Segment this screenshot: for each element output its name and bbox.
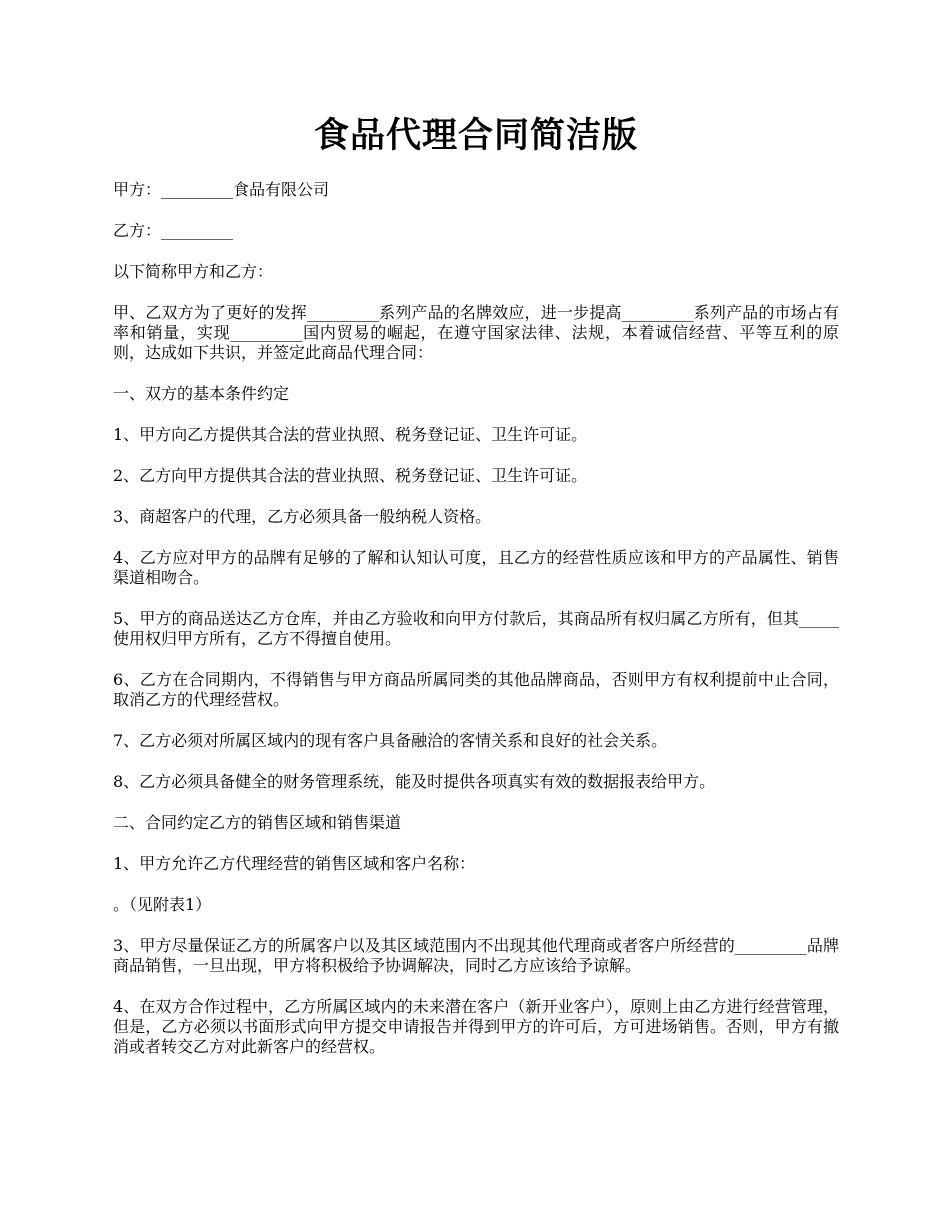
abbreviation-note: 以下简称甲方和乙方： xyxy=(113,262,274,281)
clause-1-8: 8、乙方必须具备健全的财务管理系统，能及时提供各项真实有效的数据报表给甲方。 xyxy=(113,772,716,791)
clause-2-1: 1、甲方允许乙方代理经营的销售区域和客户名称： xyxy=(113,854,476,873)
clause-2-4: 4、在双方合作过程中，乙方所属区域内的未来潜在客户（新开业客户），原则上由乙方进行经营管理，但是，乙方必须以书面形式向甲方提交申请报告并得到甲方的许可后，方可进场销售。否则，甲方有撤消或者转交乙方对此新客户的经营权。 xyxy=(113,997,839,1056)
clause-1-4: 4、乙方应对甲方的品牌有足够的了解和认知认可度，且乙方的经营性质应该和甲方的产品属性、销售渠道相吻合。 xyxy=(113,548,839,587)
section-heading-2: 二、合同约定乙方的销售区域和销售渠道 xyxy=(113,813,402,832)
party-a-line: 甲方：_________食品有限公司 xyxy=(113,180,330,199)
clause-2-3: 3、甲方尽量保证乙方的所属客户以及其区域范围内不出现其他代理商或者客户所经营的_________品牌商品销售，一旦出现，甲方将积极给予协调解决，同时乙方应该给予谅解。 xyxy=(113,936,839,975)
clause-1-1: 1、甲方向乙方提供其合法的营业执照、税务登记证、卫生许可证。 xyxy=(113,425,588,444)
clause-1-3: 3、商超客户的代理，乙方必须具备一般纳税人资格。 xyxy=(113,507,492,526)
document-title: 食品代理合同简洁版 xyxy=(313,115,638,156)
clause-1-2: 2、乙方向甲方提供其合法的营业执照、税务登记证、卫生许可证。 xyxy=(113,466,588,485)
clause-1-7: 7、乙方必须对所属区域内的现有客户具备融洽的客情关系和良好的社会关系。 xyxy=(113,731,668,750)
appendix-reference: 。（见附表1） xyxy=(113,895,212,914)
section-heading-1: 一、双方的基本条件约定 xyxy=(113,384,290,403)
clause-1-5: 5、甲方的商品送达乙方仓库，并由乙方验收和向甲方付款后，其商品所有权归属乙方所有，但其_____使用权归甲方所有，乙方不得擅自使用。 xyxy=(113,609,839,648)
preamble-paragraph: 甲、乙双方为了更好的发挥_________系列产品的名牌效应，进一步提高_________系列产品的市场占有率和销量，实现_________国内贸易的崛起，在遵守国家法律、法规，本着诚信经营、平等互利的原则，达成如下共识，并签定此商品代理合同： xyxy=(113,303,839,362)
party-b-line: 乙方：_________ xyxy=(113,221,234,240)
document-page xyxy=(113,108,839,1078)
clause-1-6: 6、乙方在合同期内，不得销售与甲方商品所属同类的其他品牌商品，否则甲方有权利提前中止合同，取消乙方的代理经营权。 xyxy=(113,670,839,709)
